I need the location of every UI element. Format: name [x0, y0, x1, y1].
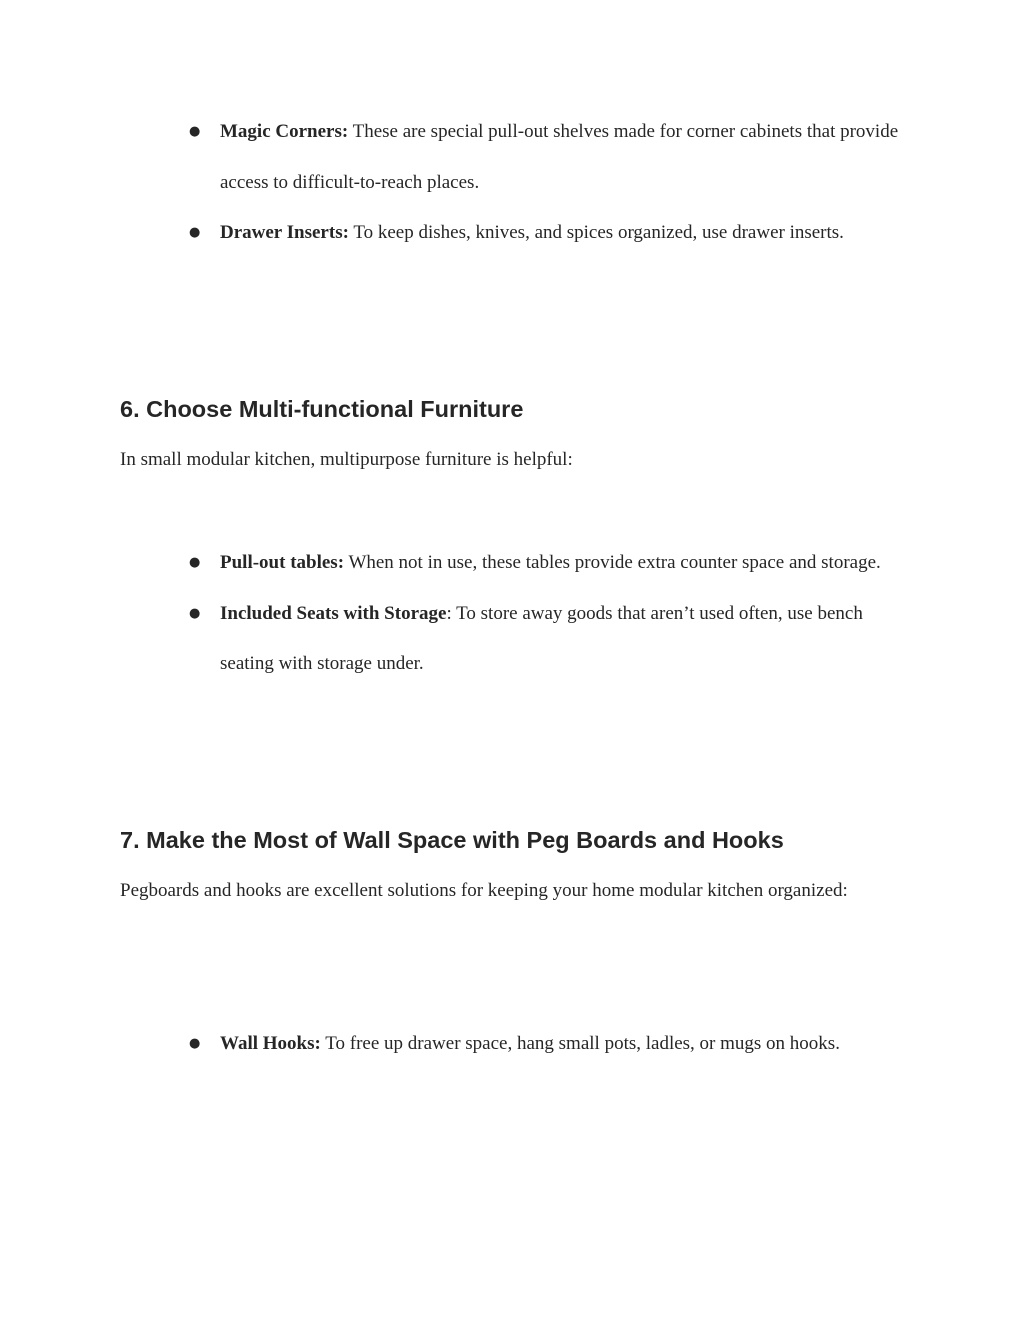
- wall-space-list: [0, 1019, 1024, 1070]
- list-item-term: Included Seats with Storage: [220, 602, 447, 624]
- list-item: [0, 107, 910, 208]
- bullet-icon: ●: [189, 225, 201, 240]
- list-item-desc: These are special pull-out shelves made for corner cabinets that provide access to difficult-to-reach places.: [220, 121, 899, 193]
- list-item-term: Drawer Inserts:: [220, 222, 349, 243]
- list-item: [0, 208, 910, 259]
- furniture-list: [0, 538, 1024, 690]
- list-item: [0, 538, 910, 589]
- bullet-icon: ●: [189, 605, 201, 621]
- list-item-term: Pull-out tables:: [220, 552, 345, 573]
- list-item: [0, 589, 910, 690]
- list-item-desc: : To store away goods that aren’t used often, use bench seating with storage under.: [220, 602, 863, 674]
- list-item-desc: When not in use, these tables provide extra counter space and storage.: [344, 552, 881, 573]
- list-item-term: Magic Corners:: [220, 121, 349, 142]
- section-6-heading: 6. Choose Multi-functional Furniture: [120, 396, 524, 422]
- section-7-heading: 7. Make the Most of Wall Space with Peg Boards and Hooks: [120, 827, 784, 853]
- storage-list: [0, 107, 1024, 259]
- section-7-intro: Pegboards and hooks are excellent solutions for keeping your home modular kitchen organized:: [120, 880, 848, 901]
- list-item: [0, 1019, 910, 1070]
- bullet-icon: ●: [189, 555, 201, 570]
- bullet-icon: ●: [189, 1036, 201, 1051]
- list-item-desc: To keep dishes, knives, and spices organized, use drawer inserts.: [348, 222, 844, 243]
- list-item-desc: To free up drawer space, hang small pots, ladles, or mugs on hooks.: [320, 1033, 840, 1054]
- list-item-term: Wall Hooks:: [220, 1033, 321, 1054]
- section-6-intro: In small modular kitchen, multipurpose furniture is helpful:: [120, 449, 573, 470]
- bullet-icon: ●: [189, 124, 201, 139]
